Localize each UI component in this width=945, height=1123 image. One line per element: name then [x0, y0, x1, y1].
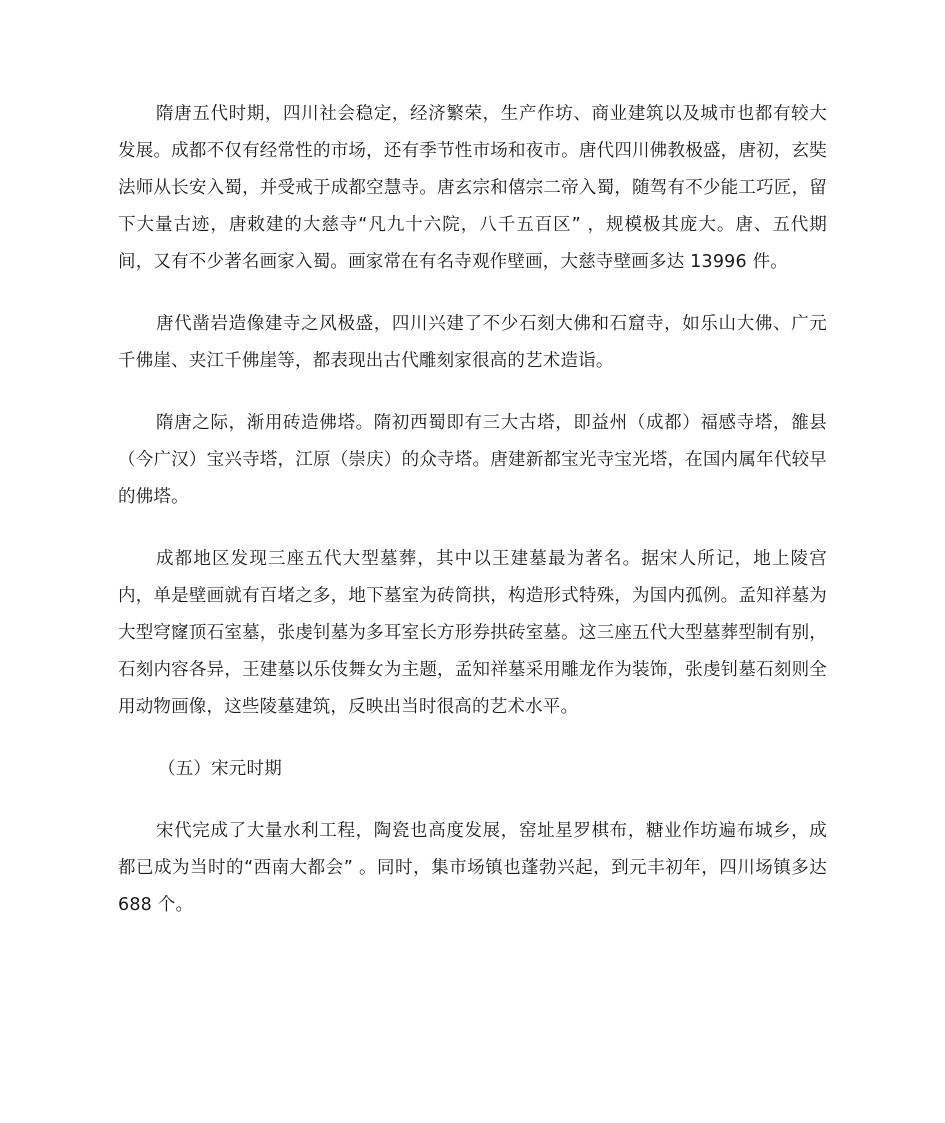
- paragraph-five-dynasties-tombs: 成都地区发现三座五代大型墓葬，其中以王建墓最为著名。据宋人所记，地上陵宫内，单是壁画就有百堵之多，地下墓室为砖筒拱，构造形式特殊，为国内孤例。孟知祥墓为大型穹窿顶石室墓，张虔钊墓为多耳室长方形券拱砖室墓。这三座五代大型墓葬型制有别，石刻内容各异，王建墓以乐伎舞女为主题，孟知祥墓采用雕龙作为装饰，张虔钊墓石刻则全用动物画像，这些陵墓建筑，反映出当时很高的艺术水平。: [118, 549, 827, 717]
- section-heading-song-yuan: （五）宋元时期: [158, 759, 282, 779]
- paragraph-brick-pagodas: 隋唐之际，渐用砖造佛塔。隋初西蜀即有三大古塔，即益州（成都）福感寺塔，雒县（今广汉）宝兴寺塔，江原（崇庆）的众寺塔。唐建新都宝光寺宝光塔，在国内属年代较早的佛塔。: [118, 413, 827, 507]
- paragraph-sui-tang-prosperity: 隋唐五代时期，四川社会稳定，经济繁荣，生产作坊、商业建筑以及城市也都有较大发展。成都不仅有经常性的市场，还有季节性市场和夜市。唐代四川佛教极盛，唐初，玄奘法师从长安入蜀，并受戒于成都空慧寺。唐玄宗和僖宗二帝入蜀，随驾有不少能工巧匠，留下大量古迹，唐敕建的大慈寺“凡九十六院，八千五百区” ，规模极其庞大。唐、五代期间，又有不少著名画家入蜀。画家常在有名寺观作壁画，大慈寺壁画多达 13996 件。: [118, 104, 827, 272]
- paragraph-rock-carving: 唐代凿岩造像建寺之风极盛，四川兴建了不少石刻大佛和石窟寺，如乐山大佛、广元千佛崖、夹江千佛崖等，都表现出古代雕刻家很高的艺术造诣。: [118, 314, 827, 371]
- paragraph-song-development: 宋代完成了大量水利工程，陶瓷也高度发展，窑址星罗棋布，糖业作坊遍布城乡，成都已成为当时的“西南大都会” 。同时，集市场镇也蓬勃兴起，到元丰初年，四川场镇多达 688 个。: [118, 821, 827, 915]
